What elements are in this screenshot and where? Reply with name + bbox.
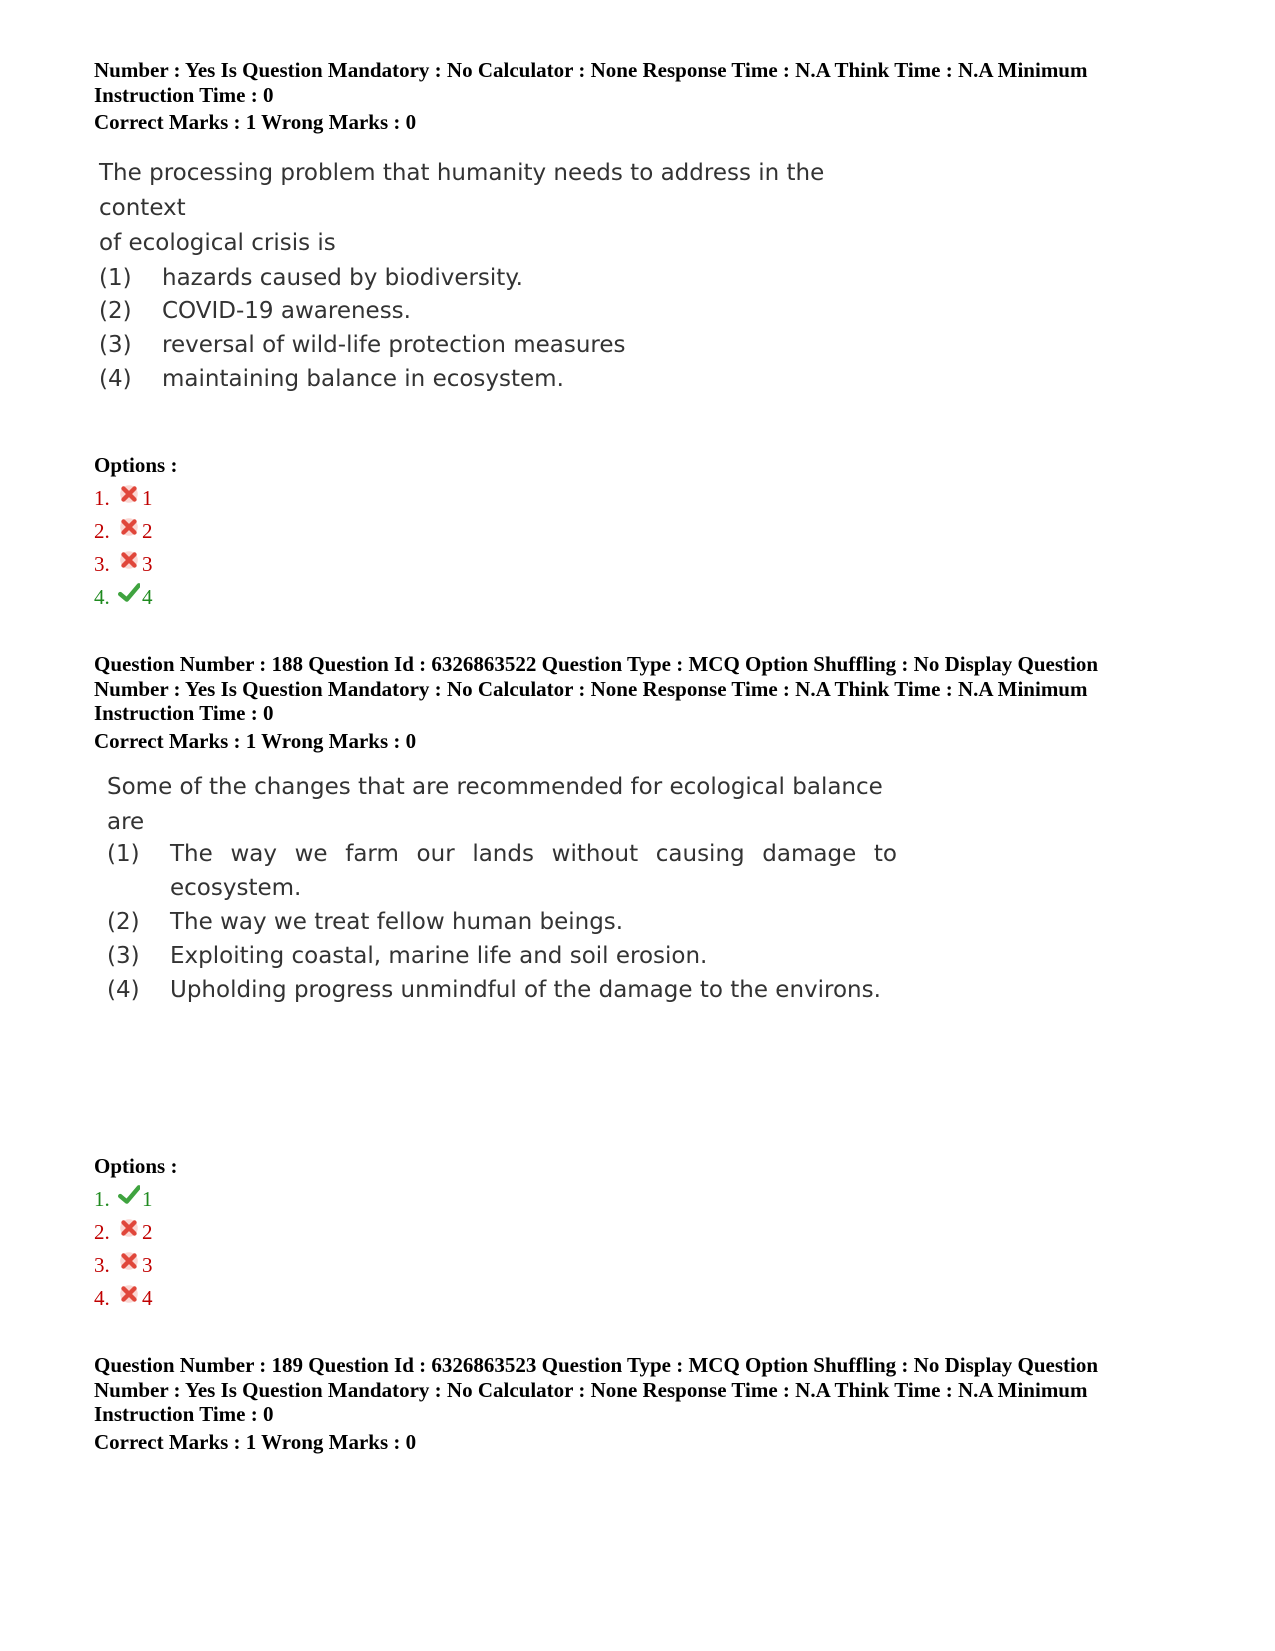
question-meta: Number : Yes Is Question Mandatory : No Calculator : None Response Time : N.A Think Time : N.A Minimum Instruction Time : 0: [94, 58, 1088, 107]
option-row: 3. 3: [94, 1253, 153, 1277]
choice: (3) Exploiting coastal, marine life and soil erosion.: [107, 943, 708, 969]
options-label: Options :: [94, 453, 178, 477]
question-image: [99, 156, 899, 392]
choice: (4) Upholding progress unmindful of the damage to the environs.: [107, 977, 881, 1003]
cross-icon: [118, 1283, 140, 1305]
option-row: 4. 4: [94, 1286, 153, 1310]
cross-icon: [118, 549, 140, 571]
question-meta: Question Number : 188 Question Id : 6326863522 Question Type : MCQ Option Shuffling : No Display Question Number : Yes Is Question Mandatory : No Calculator : None Response Time : N.A Think Time : N.A Minimum Instruction Time : 0: [94, 652, 1099, 725]
option-row: 2. 2: [94, 1220, 153, 1244]
question-image: [107, 770, 907, 1003]
cross-icon: [118, 1217, 140, 1239]
marks-line: Correct Marks : 1 Wrong Marks : 0: [94, 729, 417, 753]
cross-icon: [118, 516, 140, 538]
marks-line: Correct Marks : 1 Wrong Marks : 0: [94, 110, 417, 134]
marks-line: Correct Marks : 1 Wrong Marks : 0: [94, 1430, 417, 1454]
option-row: 4. 4: [94, 585, 153, 609]
choice: (1) hazards caused by biodiversity.: [99, 265, 523, 291]
options-label: Options :: [94, 1154, 178, 1178]
check-icon: [118, 582, 140, 604]
check-icon: [118, 1184, 140, 1206]
option-row: 3. 3: [94, 552, 153, 576]
question-meta: Question Number : 189 Question Id : 6326863523 Question Type : MCQ Option Shuffling : No Display Question Number : Yes Is Question Mandatory : No Calculator : None Response Time : N.A Think Time : N.A Minimum Instruction Time : 0: [94, 1353, 1099, 1426]
choice: (4) maintaining balance in ecosystem.: [99, 366, 564, 392]
question-stem: The processing problem that humanity needs to address in the context of ecological crisis is: [99, 160, 825, 256]
question-stem: Some of the changes that are recommended for ecological balance are: [107, 774, 883, 835]
choice: (3) reversal of wild-life protection measures: [99, 332, 626, 358]
cross-icon: [118, 483, 140, 505]
choice: (2) COVID-19 awareness.: [99, 298, 411, 324]
option-row: 1. 1: [94, 486, 153, 510]
choice: (2) The way we treat fellow human beings.: [107, 909, 624, 935]
option-row: 1. 1: [94, 1187, 153, 1211]
choice: (1) The way we farm our lands without causing damage to ecosystem.: [107, 841, 897, 901]
option-row: 2. 2: [94, 519, 153, 543]
cross-icon: [118, 1250, 140, 1272]
